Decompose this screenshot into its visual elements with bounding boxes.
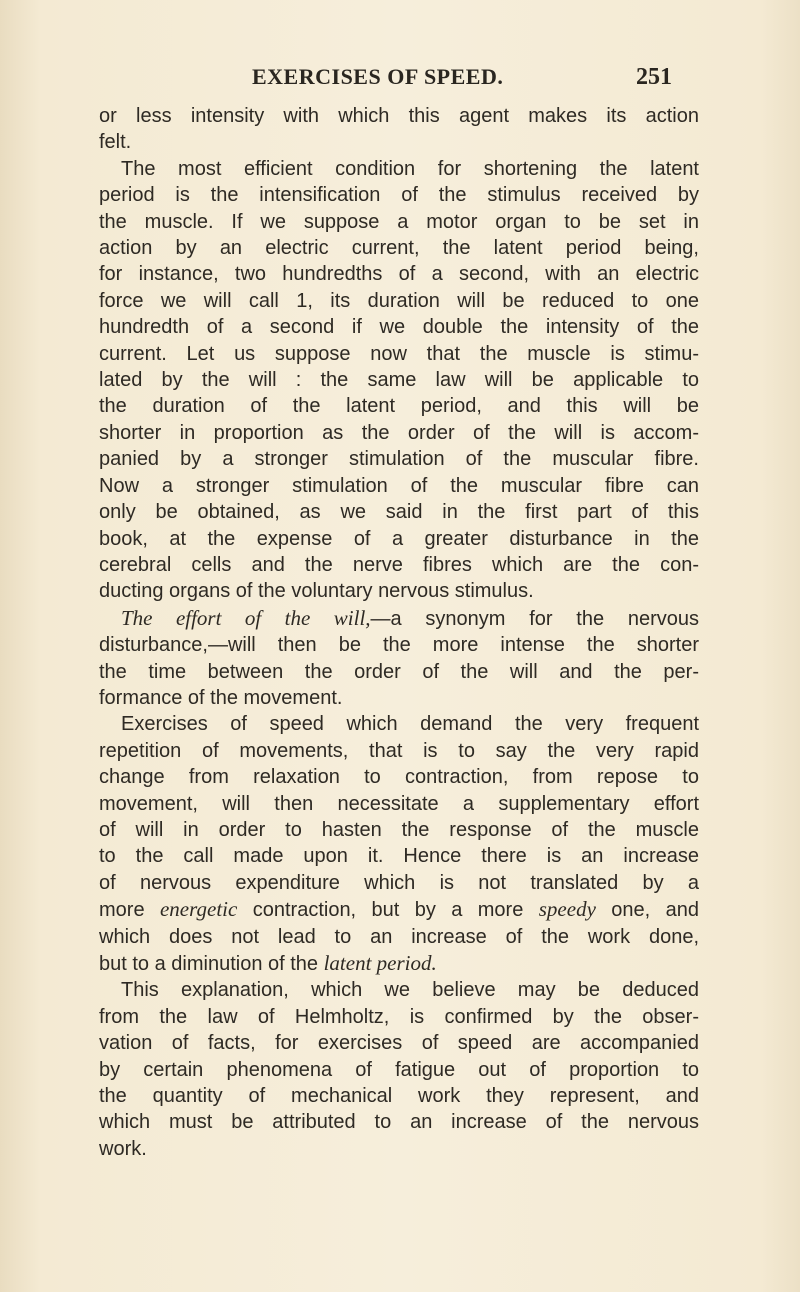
text-line: cerebral cells and the nerve fibres which are the con- xyxy=(99,553,699,576)
text-line: Exercises of speed which demand the very frequent xyxy=(121,713,699,736)
text-line: lated by the will : the same law will be applicable to xyxy=(99,369,699,392)
text-line: formance of the movement. xyxy=(99,686,343,709)
text-line: shorter in proportion as the order of the will is accom- xyxy=(99,421,699,444)
text-line: change from relaxation to contraction, from repose to xyxy=(99,766,699,789)
text-line: hundredth of a second if we double the intensity of the xyxy=(99,316,699,339)
text-line: This explanation, which we believe may be deduced xyxy=(121,979,699,1002)
text-line: the time between the order of the will and the per- xyxy=(99,660,699,683)
italic-latent-period: latent period. xyxy=(323,951,437,975)
text-line: The most efficient condition for shortening the latent xyxy=(121,157,699,180)
text-line: the muscle. If we suppose a motor organ to be set in xyxy=(99,210,699,233)
text-line: the quantity of mechanical work they represent, and xyxy=(99,1085,699,1108)
italic-energetic: energetic xyxy=(159,897,238,922)
text-line: only be obtained, as we said in the first part of this xyxy=(99,501,699,524)
page-header xyxy=(0,60,800,90)
text-line: repetition of movements, that is to say the very rapid xyxy=(99,739,699,762)
text-line: felt. xyxy=(99,131,132,154)
energetic-mid: contraction, but by a more xyxy=(237,899,539,922)
text-line: book, at the expense of a greater disturbance in the xyxy=(99,527,699,550)
energetic-post: one, and xyxy=(595,899,699,922)
energetic-pre: more xyxy=(99,899,160,922)
text-line: of will in order to hasten the response of the muscle xyxy=(99,818,699,841)
text-line: work. xyxy=(99,1137,147,1160)
effort-line-rest: —a synonym for the nervous xyxy=(370,607,699,630)
page-number: 251 xyxy=(636,64,672,90)
text-line: Now a stronger stimulation of the muscular fibre can xyxy=(99,474,699,497)
text-line: period is the intensification of the stimulus received by xyxy=(99,184,699,207)
text-line: of nervous expenditure which is not translated by a xyxy=(99,871,699,894)
latent-pre: but to a diminution of the xyxy=(99,953,324,975)
text-line: to the call made upon it. Hence there is an increase xyxy=(99,845,699,868)
text-line: vation of facts, for exercises of speed are accompanied xyxy=(99,1032,699,1055)
text-line: which does not lead to an increase of the work done, xyxy=(99,925,699,948)
text-line: by certain phenomena of fatigue out of proportion to xyxy=(99,1058,699,1081)
text-line: movement, will then necessitate a supplementary effort xyxy=(99,792,699,815)
text-line-energetic xyxy=(99,896,699,923)
text-line: ducting organs of the voluntary nervous stimulus. xyxy=(99,580,534,603)
italic-speedy: speedy xyxy=(538,897,596,922)
text-line: the duration of the latent period, and this will be xyxy=(99,395,699,418)
text-line: panied by a stronger stimulation of the muscular fibre. xyxy=(99,448,699,471)
text-line: from the law of Helmholtz, is confirmed by the obser- xyxy=(99,1005,699,1028)
text-line: for instance, two hundredths of a second, with an electric xyxy=(99,263,699,286)
text-line: disturbance,—will then be the more intense the shorter xyxy=(99,634,699,657)
text-line: or less intensity with which this agent makes its action xyxy=(99,105,699,127)
running-head: EXERCISES OF SPEED. xyxy=(252,64,504,89)
text-line: current. Let us suppose now that the muscle is stimu- xyxy=(99,342,699,365)
text-line-latent xyxy=(99,950,699,977)
text-line-effort xyxy=(99,605,699,632)
text-line: force we will call 1, its duration will be reduced to one xyxy=(99,289,699,312)
text-line: action by an electric current, the latent period being, xyxy=(99,237,699,260)
italic-effort-of-will: The effort of the will, xyxy=(121,605,371,630)
body-text xyxy=(99,103,699,1162)
text-line: which must be attributed to an increase of the nervous xyxy=(99,1111,699,1134)
